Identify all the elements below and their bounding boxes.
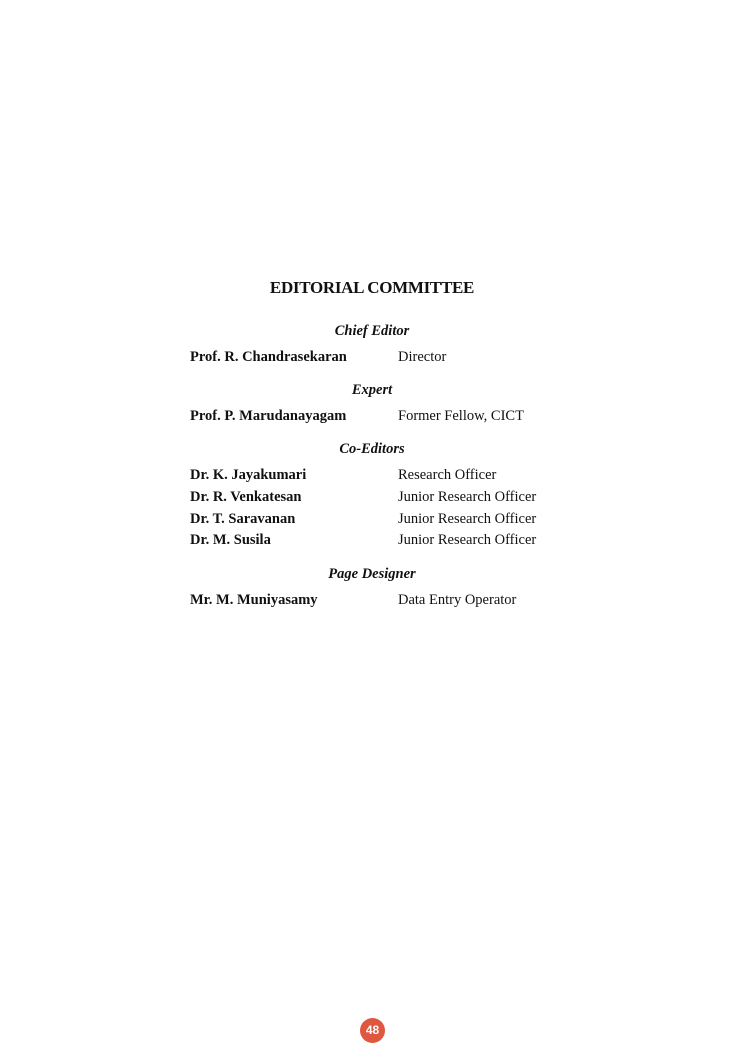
- member-role: Data Entry Operator: [398, 592, 517, 608]
- member-role: Junior Research Officer: [398, 489, 537, 505]
- member-row: [190, 406, 590, 426]
- member-row: [190, 509, 590, 529]
- document-title: EDITORIAL COMMITTEE: [269, 278, 475, 297]
- member-row: [190, 465, 590, 485]
- member-row: [190, 530, 590, 550]
- member-name: Prof. P. Marudanayagam: [190, 408, 347, 424]
- section-heading-chief-editor: Chief Editor: [334, 323, 410, 339]
- member-row: [190, 347, 590, 367]
- member-name: Prof. R. Chandrasekaran: [190, 349, 347, 365]
- section-heading-page-designer: Page Designer: [328, 566, 416, 582]
- member-name: Dr. M. Susila: [190, 532, 271, 548]
- member-role: Junior Research Officer: [398, 511, 537, 527]
- member-role: Junior Research Officer: [398, 532, 537, 548]
- member-name: Mr. M. Muniyasamy: [190, 592, 318, 608]
- section-heading-expert: Expert: [351, 382, 393, 398]
- member-name: Dr. R. Venkatesan: [190, 489, 302, 505]
- member-name: Dr. K. Jayakumari: [190, 467, 307, 483]
- member-row: [190, 487, 590, 507]
- member-row: [190, 590, 590, 610]
- member-role: Former Fellow, CICT: [398, 408, 524, 424]
- member-role: Director: [398, 349, 447, 365]
- page-number-badge: 48: [360, 1018, 385, 1043]
- member-role: Research Officer: [398, 467, 497, 483]
- member-name: Dr. T. Saravanan: [190, 511, 296, 527]
- section-heading-co-editors: Co-Editors: [339, 441, 405, 457]
